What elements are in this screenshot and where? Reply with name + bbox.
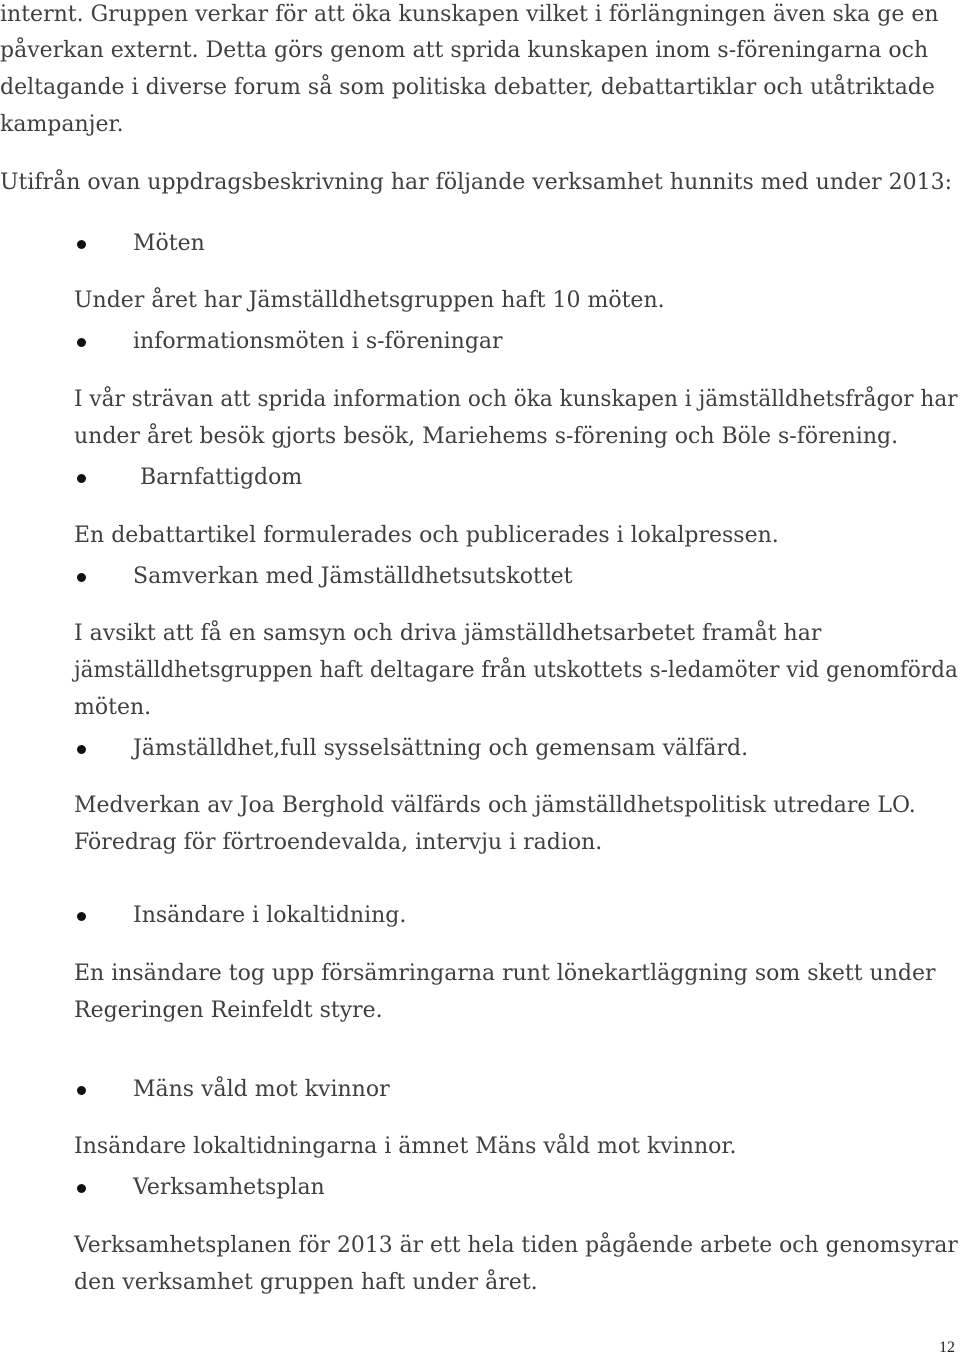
bullet-icon [77,1086,86,1095]
section-body-line: En insändare tog upp försämringarna runt lönekartläggning som skett under [74,961,936,986]
bullet-icon [77,912,86,921]
page-number: 12 [939,1339,955,1356]
section-heading: Jämställdhet,full sysselsättning och gemensam välfärd. [133,736,749,761]
section-body-line: Medverkan av Joa Berghold välfärds och jämställdhetspolitisk utredare LO. [74,793,916,818]
bullet-icon [77,338,86,347]
section-heading: Samverkan med Jämställdhetsutskottet [133,564,573,589]
section-body-line: den verksamhet gruppen haft under året. [74,1270,538,1295]
bullet-icon [77,240,86,249]
section-heading: Möten [133,231,205,256]
section-body-line: Insändare lokaltidningarna i ämnet Mäns våld mot kvinnor. [74,1134,737,1159]
section-body-line: under året besök gjorts besök, Mariehems s-förening och Böle s-förening. [74,424,899,449]
section-body-line: jämställdhetsgruppen haft deltagare från utskottets s-ledamöter vid genomförda [74,658,958,683]
section-body-line: Under året har Jämställdhetsgruppen haft 10 möten. [74,288,665,313]
lead-sentence: Utifrån ovan uppdragsbeskrivning har följande verksamhet hunnits med under 2013: [0,170,953,195]
bullet-icon [77,745,86,754]
bullet-icon [77,573,86,582]
intro-line: deltagande i diverse forum så som politiska debatter, debattartiklar och utåtriktade [0,75,935,100]
intro-line: internt. Gruppen verkar för att öka kunskapen vilket i förlängningen även ska ge en [0,2,939,27]
section-body-line: I vår strävan att sprida information och öka kunskapen i jämställdhetsfrågor har [74,387,958,412]
section-body-line: I avsikt att få en samsyn och driva jämställdhetsarbetet framåt har [74,621,822,646]
section-heading: Insändare i lokaltidning. [133,903,407,928]
intro-line: kampanjer. [0,112,124,137]
section-heading: informationsmöten i s-föreningar [133,329,503,354]
section-heading: Barnfattigdom [140,465,303,490]
section-body-line: Verksamhetsplanen för 2013 är ett hela tiden pågående arbete och genomsyrar [74,1233,958,1258]
section-heading: Mäns våld mot kvinnor [133,1077,390,1102]
bullet-icon [77,1184,86,1193]
intro-line: påverkan externt. Detta görs genom att sprida kunskapen inom s-föreningarna och [0,38,929,63]
bullet-icon [77,474,86,483]
section-body-line: Föredrag för förtroendevalda, intervju i radion. [74,830,603,855]
section-body-line: Regeringen Reinfeldt styre. [74,998,383,1023]
section-body-line: möten. [74,695,152,720]
section-body-line: En debattartikel formulerades och publicerades i lokalpressen. [74,523,779,548]
section-heading: Verksamhetsplan [133,1175,325,1200]
